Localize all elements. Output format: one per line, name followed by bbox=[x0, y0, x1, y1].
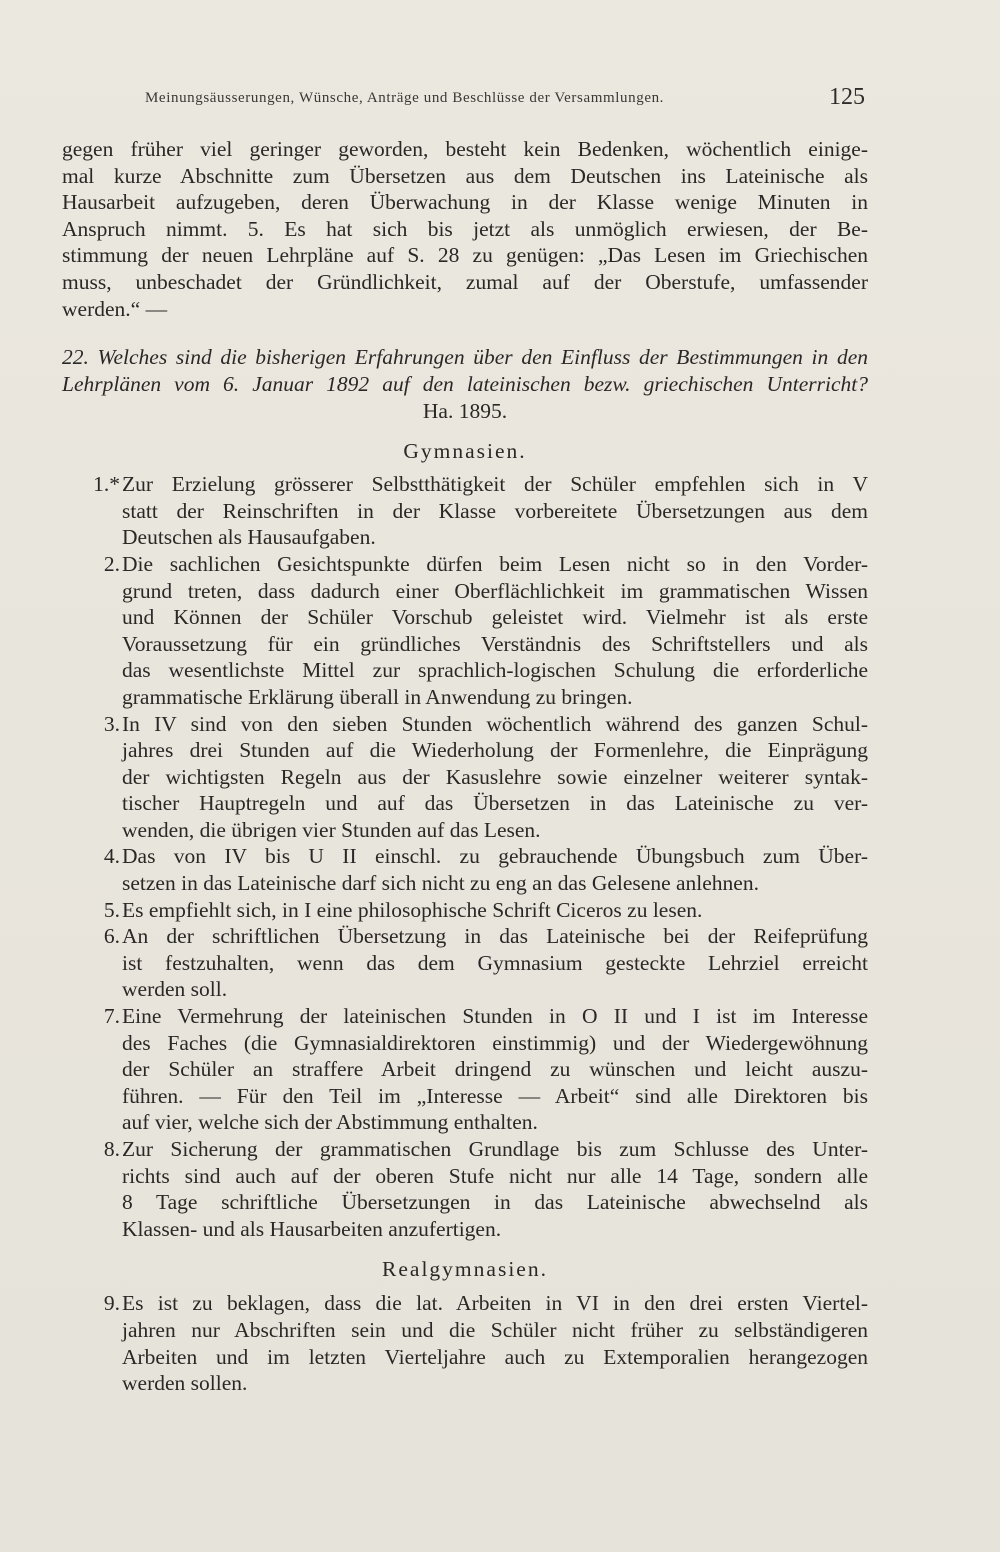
text-line: gegen früher viel geringer geworden, besteht kein Bedenken, wöchentlich einige- bbox=[62, 137, 868, 161]
text-line: Anspruch nimmt. 5. Es hat sich bis jetzt als unmöglich erwiesen, der Be- bbox=[62, 216, 868, 241]
question-line: 22. Welches sind die bisherigen Erfahrungen über den Einfluss der Bestimmungen in den bbox=[62, 345, 868, 370]
text-line: ist festzuhalten, wenn das dem Gymnasium gesteckte Lehrziel erreicht bbox=[122, 950, 868, 975]
text-line: Arbeiten und im letzten Vierteljahre auch zu Extemporalien herangezogen bbox=[122, 1344, 868, 1369]
page-body bbox=[62, 136, 868, 1397]
question-22 bbox=[62, 344, 868, 425]
text-line: Eine Vermehrung der lateinischen Stunden in O II und I ist im Interesse bbox=[122, 1004, 868, 1029]
list-item bbox=[62, 843, 868, 896]
text-line: Hausarbeit aufzugeben, deren Überwachung in der Klasse wenige Minuten in bbox=[62, 190, 868, 215]
realgymnasien-list bbox=[62, 1290, 868, 1396]
section-heading-gymnasien: Gymnasien. bbox=[403, 439, 527, 464]
text-line: mal kurze Abschnitte zum Übersetzen aus dem Deutschen ins Lateinische als bbox=[62, 163, 868, 188]
text-line: jahres drei Stunden auf die Wiederholung der Formenlehre, die Einprägung bbox=[122, 738, 868, 763]
text-line: In IV sind von den sieben Stunden wöchentlich während des ganzen Schul- bbox=[122, 711, 868, 736]
text-line: werden.“ — bbox=[62, 296, 168, 321]
item-number: 3. bbox=[103, 711, 120, 736]
text-line: Zur Erzielung grösserer Selbstthätigkeit der Schüler empfehlen sich in V bbox=[122, 472, 868, 497]
item-number: 4. bbox=[103, 844, 120, 869]
item-number: 9. bbox=[103, 1291, 120, 1316]
text-line: muss, unbeschadet der Gründlichkeit, zumal auf der Oberstufe, umfassender bbox=[62, 269, 868, 294]
question-line: Lehrplänen vom 6. Januar 1892 auf den lateinischen bezw. griechischen Unterricht? bbox=[62, 372, 868, 397]
text-line: das wesentlichste Mittel zur sprachlich-logischen Schulung die erforderliche bbox=[122, 658, 868, 683]
text-line: stimmung der neuen Lehrpläne auf S. 28 zu genügen: „Das Lesen im Griechischen bbox=[62, 243, 868, 268]
text-line: der Schüler an straffere Arbeit dringend zu wünschen und leicht auszu- bbox=[122, 1057, 868, 1082]
text-line: Deutschen als Hausaufgaben. bbox=[122, 525, 376, 550]
gymnasien-list bbox=[62, 471, 868, 1242]
item-number: 1.* bbox=[93, 472, 120, 497]
list-item bbox=[62, 897, 868, 924]
text-line: Das von IV bis U II einschl. zu gebrauchende Übungsbuch zum Über- bbox=[122, 844, 868, 869]
text-line: Die sachlichen Gesichtspunkte dürfen beim Lesen nicht so in den Vorder- bbox=[122, 551, 868, 576]
page-header bbox=[145, 84, 865, 118]
text-line: Voraussetzung für ein gründliches Verständnis des Schriftstellers und als bbox=[122, 631, 868, 656]
intro-paragraph bbox=[62, 136, 868, 322]
text-line: grund treten, dass dadurch einer Oberflächlichkeit im grammatischen Wissen bbox=[122, 578, 868, 603]
item-number: 7. bbox=[103, 1004, 120, 1029]
text-line: Zur Sicherung der grammatischen Grundlage bis zum Schlusse des Unter- bbox=[122, 1137, 868, 1161]
text-line: wenden, die übrigen vier Stunden auf das Lesen. bbox=[122, 817, 541, 842]
list-item bbox=[62, 923, 868, 1003]
text-line: jahren nur Abschriften sein und die Schüler nicht früher zu selbständigeren bbox=[122, 1317, 868, 1342]
text-line: statt der Reinschriften in der Klasse vorbereitete Übersetzungen aus dem bbox=[122, 498, 868, 523]
list-item bbox=[62, 1136, 868, 1242]
list-item bbox=[62, 1290, 868, 1396]
list-item bbox=[62, 711, 868, 844]
page-number: 125 bbox=[829, 84, 865, 110]
item-number: 6. bbox=[103, 924, 120, 949]
text-line: des Faches (die Gymnasialdirektoren einstimmig) und der Wiedergewöhnung bbox=[122, 1030, 868, 1055]
text-line: An der schriftlichen Übersetzung in das Lateinische bei der Reifeprüfung bbox=[122, 924, 868, 949]
item-number: 5. bbox=[103, 897, 120, 922]
section-heading-realgymnasien: Realgymnasien. bbox=[382, 1257, 548, 1282]
list-item bbox=[62, 471, 868, 551]
text-line: auf vier, welche sich der Abstimmung enthalten. bbox=[122, 1110, 538, 1135]
text-line: der wichtigsten Regeln aus der Kasuslehre sowie einzelner weiterer syntak- bbox=[122, 764, 868, 789]
list-item bbox=[62, 551, 868, 711]
text-line: Es empfiehlt sich, in I eine philosophische Schrift Ciceros zu lesen. bbox=[122, 897, 703, 922]
item-number: 8. bbox=[103, 1137, 120, 1161]
text-line: grammatische Erklärung überall in Anwendung zu bringen. bbox=[122, 684, 633, 709]
text-line: Es ist zu beklagen, dass die lat. Arbeiten in VI in den drei ersten Viertel- bbox=[122, 1291, 868, 1316]
text-line: werden sollen. bbox=[122, 1371, 248, 1396]
list-item bbox=[62, 1003, 868, 1136]
text-line: 8 Tage schriftliche Übersetzungen in das Lateinische abwechselnd als bbox=[122, 1190, 868, 1215]
question-source: Ha. 1895. bbox=[422, 399, 508, 424]
text-line: richts sind auch auf der oberen Stufe nicht nur alle 14 Tage, sondern alle bbox=[122, 1163, 868, 1188]
text-line: werden soll. bbox=[122, 977, 228, 1002]
item-number: 2. bbox=[103, 551, 120, 576]
text-line: tischer Hauptregeln und auf das Übersetzen in das Lateinische zu ver- bbox=[122, 791, 868, 816]
running-title: Meinungsäusserungen, Wünsche, Anträge und Beschlüsse der Versammlungen. bbox=[145, 90, 665, 106]
text-line: setzen in das Lateinische darf sich nicht zu eng an das Gelesene anlehnen. bbox=[122, 871, 759, 896]
text-line: und Können der Schüler Vorschub geleistet wird. Vielmehr ist als erste bbox=[122, 605, 868, 630]
text-line: führen. — Für den Teil im „Interesse — Arbeit“ sind alle Direktoren bis bbox=[122, 1083, 868, 1108]
text-line: Klassen- und als Hausarbeiten anzufertigen. bbox=[122, 1216, 502, 1241]
